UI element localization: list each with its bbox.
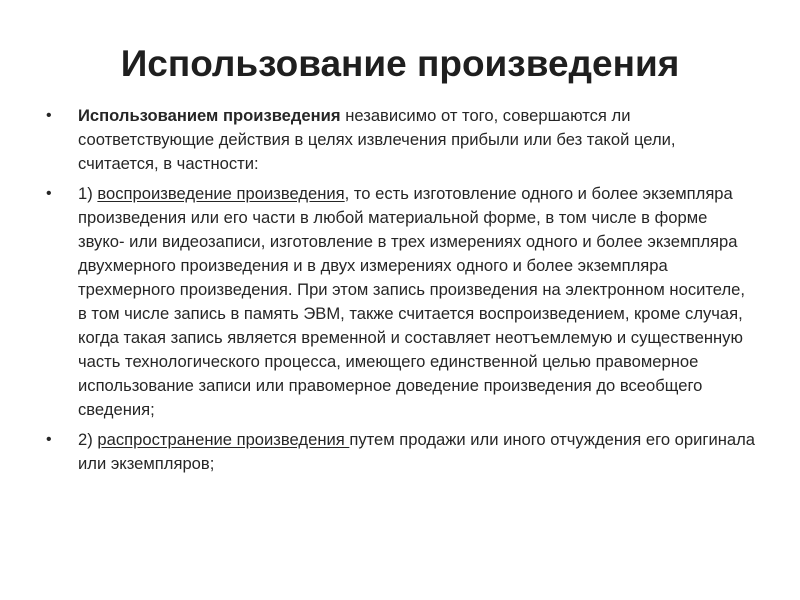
- bullet-prefix: 2): [78, 430, 98, 449]
- bullet-underlined-term: воспроизведение произведения: [97, 184, 345, 203]
- bullet-item-distribution: [46, 428, 758, 476]
- bullet-text: путем продажи или иного отчуждения его оригинала или экземпляров;: [78, 430, 756, 473]
- bullet-prefix: 1): [78, 184, 98, 203]
- bullet-list: [46, 104, 758, 482]
- bullet-marker-icon: •: [46, 185, 52, 202]
- bullet-text: , то есть изготовление одного и более экземпляра произведения или его части в любой материальной форме, в том числе в форме звуко- или видеозаписи, изготовление в трех измерениях одного и более экземпляра двухмерного произведения и в двух измерениях одного и более экземпляра трехмерного произведения. При этом запись произведения на электронном носителе, в том числе запись в память ЭВМ, также считается воспроизведением, кроме случая, когда такая запись является временной и составляет неотъемлемую и существенную часть технологического процесса, имеющего единственной целью правомерное использование записи или правомерное доведение произведения до всеобщего сведения;: [78, 184, 745, 419]
- bullet-text: независимо от того, совершаются ли соответствующие действия в целях извлечения прибыли или без такой цели, считается, в частности:: [78, 106, 676, 173]
- bullet-marker-icon: •: [46, 431, 52, 448]
- bullet-underlined-term: распространение произведения: [97, 430, 350, 449]
- bullet-marker-icon: •: [46, 107, 52, 124]
- bullet-item-reproduction: [46, 182, 758, 422]
- slide-title: Использование произведения: [120, 43, 680, 84]
- bullet-item-definition: [46, 104, 758, 176]
- bullet-bold-lead: Использованием произведения: [78, 106, 341, 125]
